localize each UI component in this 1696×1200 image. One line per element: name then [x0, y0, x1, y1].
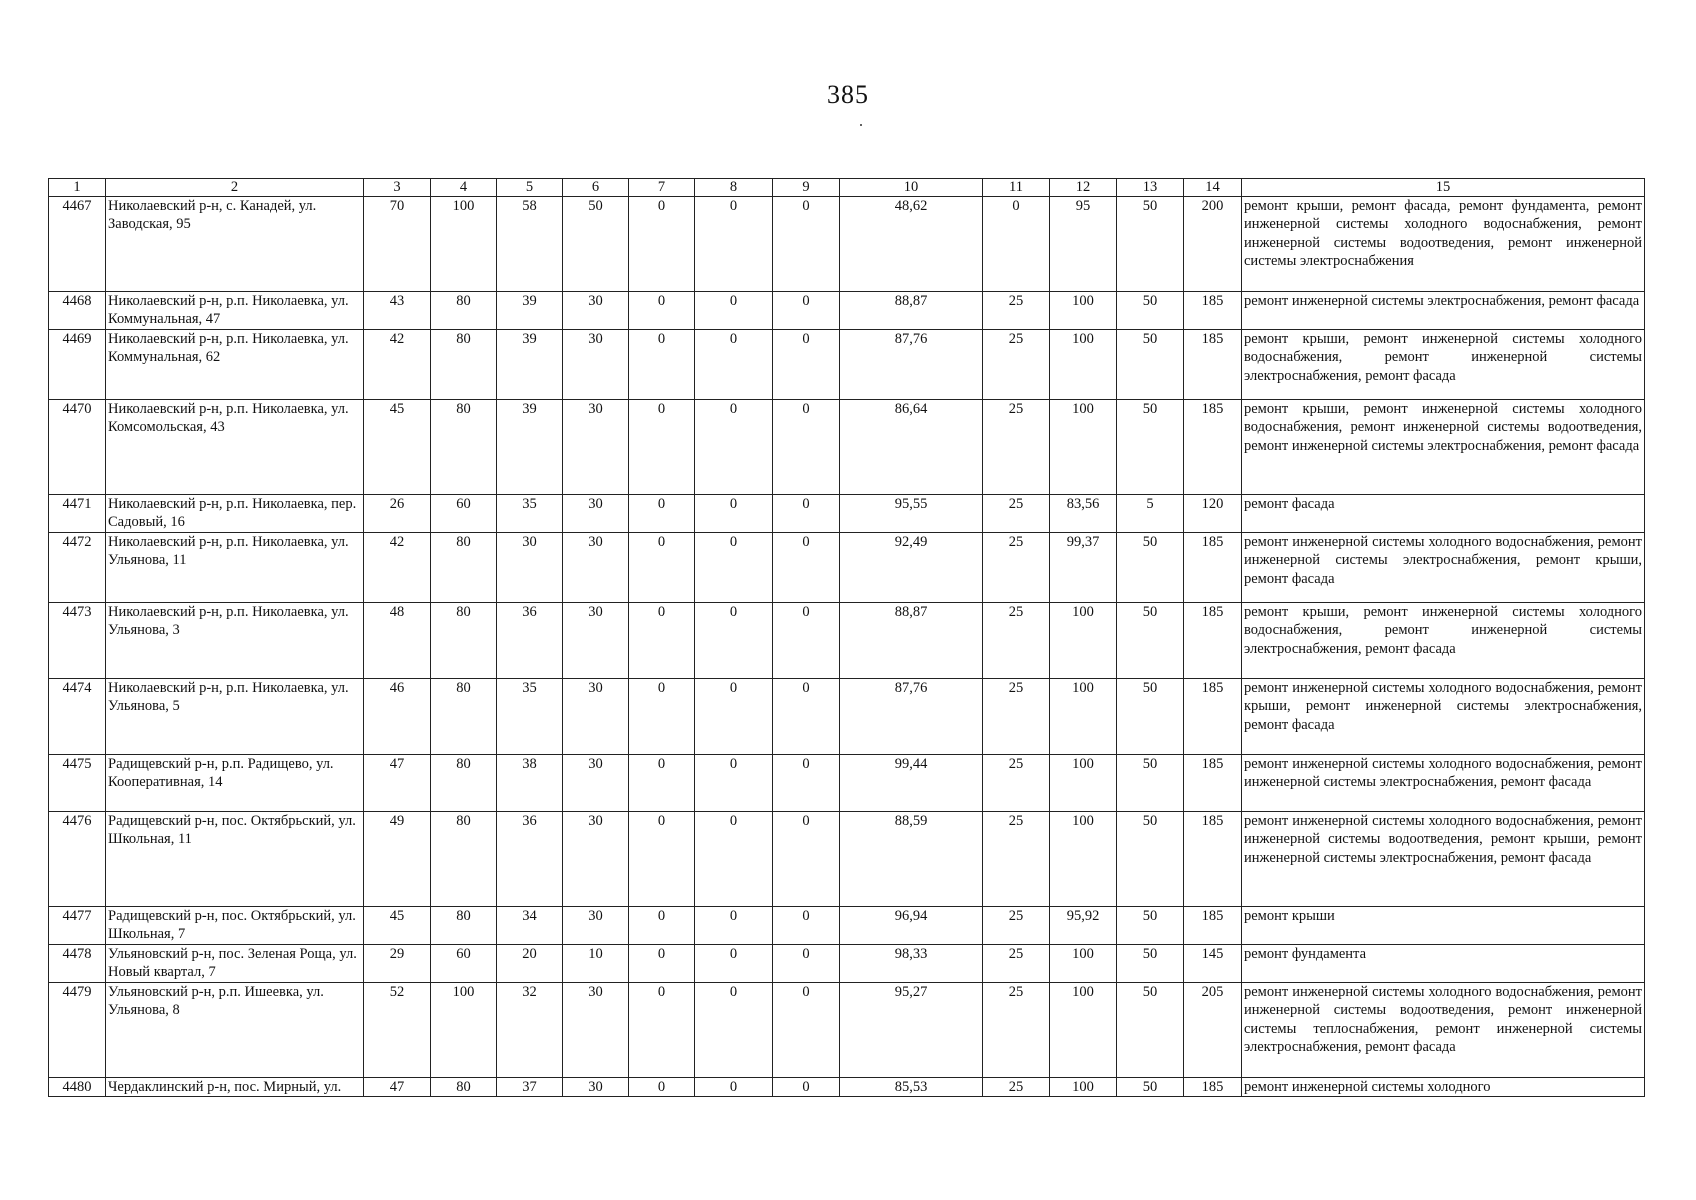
table-row: [49, 292, 1645, 330]
cell-c11: 25: [983, 983, 1050, 1078]
cell-c3: 47: [364, 1078, 431, 1097]
header-cell: 8: [695, 179, 773, 197]
cell-works: ремонт инженерной системы электроснабжения, ремонт фасада: [1242, 292, 1645, 330]
table-row: [49, 533, 1645, 603]
cell-c7: 0: [629, 533, 695, 603]
cell-c7: 0: [629, 907, 695, 945]
cell-c10: 96,94: [840, 907, 983, 945]
cell-c13: 50: [1117, 1078, 1184, 1097]
cell-address: Радищевский р-н, пос. Октябрьский, ул. Школьная, 11: [106, 812, 364, 907]
cell-works: ремонт инженерной системы холодного водоснабжения, ремонт инженерной системы электроснабжения, ремонт крыши, ремонт фасада: [1242, 533, 1645, 603]
cell-works: ремонт крыши, ремонт фасада, ремонт фундамента, ремонт инженерной системы холодного водоснабжения, ремонт инженерной системы водоотведения, ремонт инженерной системы электроснабжения: [1242, 197, 1645, 292]
cell-c9: 0: [773, 1078, 840, 1097]
header-cell: 15: [1242, 179, 1645, 197]
cell-c3: 42: [364, 330, 431, 400]
table-row: [49, 330, 1645, 400]
cell-c10: 99,44: [840, 755, 983, 812]
cell-works: ремонт инженерной системы холодного водоснабжения, ремонт крыши, ремонт инженерной системы электроснабжения, ремонт фасада: [1242, 679, 1645, 755]
cell-c14: 145: [1184, 945, 1242, 983]
header-cell: 10: [840, 179, 983, 197]
cell-c13: 50: [1117, 400, 1184, 495]
cell-address: Радищевский р-н, пос. Октябрьский, ул. Школьная, 7: [106, 907, 364, 945]
cell-row-number: 4474: [49, 679, 106, 755]
cell-row-number: 4471: [49, 495, 106, 533]
cell-c6: 30: [563, 330, 629, 400]
header-cell: 9: [773, 179, 840, 197]
cell-works: ремонт инженерной системы холодного водоснабжения, ремонт инженерной системы водоотведения, ремонт крыши, ремонт инженерной системы электроснабжения, ремонт фасада: [1242, 812, 1645, 907]
cell-c11: 25: [983, 755, 1050, 812]
cell-c8: 0: [695, 907, 773, 945]
cell-c10: 86,64: [840, 400, 983, 495]
cell-c3: 45: [364, 907, 431, 945]
table-row: [49, 907, 1645, 945]
cell-c4: 80: [431, 907, 497, 945]
table-row: [49, 400, 1645, 495]
table-row: [49, 945, 1645, 983]
cell-c6: 30: [563, 533, 629, 603]
cell-c7: 0: [629, 197, 695, 292]
cell-c5: 30: [497, 533, 563, 603]
cell-c9: 0: [773, 603, 840, 679]
cell-row-number: 4476: [49, 812, 106, 907]
cell-c3: 70: [364, 197, 431, 292]
cell-c3: 26: [364, 495, 431, 533]
cell-c9: 0: [773, 755, 840, 812]
cell-row-number: 4467: [49, 197, 106, 292]
cell-c11: 25: [983, 945, 1050, 983]
cell-c8: 0: [695, 1078, 773, 1097]
cell-c10: 88,87: [840, 603, 983, 679]
table-row: [49, 1078, 1645, 1097]
cell-works: ремонт фундамента: [1242, 945, 1645, 983]
cell-c11: 25: [983, 907, 1050, 945]
cell-c7: 0: [629, 495, 695, 533]
cell-c12: 95: [1050, 197, 1117, 292]
cell-c3: 45: [364, 400, 431, 495]
cell-c11: 25: [983, 292, 1050, 330]
cell-c9: 0: [773, 679, 840, 755]
table-row: [49, 603, 1645, 679]
cell-c10: 95,55: [840, 495, 983, 533]
header-cell: 5: [497, 179, 563, 197]
cell-c14: 185: [1184, 1078, 1242, 1097]
cell-c12: 100: [1050, 679, 1117, 755]
cell-c6: 30: [563, 755, 629, 812]
cell-c5: 38: [497, 755, 563, 812]
cell-row-number: 4479: [49, 983, 106, 1078]
cell-works: ремонт крыши, ремонт инженерной системы холодного водоснабжения, ремонт инженерной системы водоотведения, ремонт инженерной системы электроснабжения, ремонт фасада: [1242, 400, 1645, 495]
cell-c12: 100: [1050, 603, 1117, 679]
cell-c8: 0: [695, 330, 773, 400]
cell-c13: 50: [1117, 603, 1184, 679]
cell-address: Ульяновский р-н, р.п. Ишеевка, ул. Ульянова, 8: [106, 983, 364, 1078]
cell-c4: 80: [431, 603, 497, 679]
cell-c14: 185: [1184, 679, 1242, 755]
cell-c10: 48,62: [840, 197, 983, 292]
cell-works: ремонт крыши: [1242, 907, 1645, 945]
cell-c5: 36: [497, 603, 563, 679]
table-row: [49, 197, 1645, 292]
cell-address: Николаевский р-н, р.п. Николаевка, ул. Ульянова, 11: [106, 533, 364, 603]
repair-table: [48, 178, 1645, 1097]
cell-address: Радищевский р-н, р.п. Радищево, ул. Кооперативная, 14: [106, 755, 364, 812]
table-row: [49, 983, 1645, 1078]
cell-c10: 92,49: [840, 533, 983, 603]
cell-row-number: 4477: [49, 907, 106, 945]
table-row: [49, 679, 1645, 755]
cell-c7: 0: [629, 330, 695, 400]
cell-c5: 39: [497, 330, 563, 400]
cell-c11: 25: [983, 495, 1050, 533]
cell-c6: 30: [563, 907, 629, 945]
cell-c8: 0: [695, 400, 773, 495]
cell-c14: 185: [1184, 755, 1242, 812]
cell-row-number: 4472: [49, 533, 106, 603]
cell-c8: 0: [695, 755, 773, 812]
cell-c10: 88,59: [840, 812, 983, 907]
cell-address: Николаевский р-н, р.п. Николаевка, пер. Садовый, 16: [106, 495, 364, 533]
cell-c4: 60: [431, 495, 497, 533]
cell-c9: 0: [773, 812, 840, 907]
cell-c10: 87,76: [840, 679, 983, 755]
cell-works: ремонт фасада: [1242, 495, 1645, 533]
cell-c9: 0: [773, 197, 840, 292]
cell-c5: 39: [497, 400, 563, 495]
cell-c12: 99,37: [1050, 533, 1117, 603]
cell-c11: 25: [983, 812, 1050, 907]
cell-c4: 80: [431, 812, 497, 907]
cell-c8: 0: [695, 679, 773, 755]
table-row: [49, 495, 1645, 533]
header-cell: 11: [983, 179, 1050, 197]
cell-c14: 200: [1184, 197, 1242, 292]
cell-row-number: 4480: [49, 1078, 106, 1097]
header-cell: 14: [1184, 179, 1242, 197]
cell-address: Николаевский р-н, р.п. Николаевка, ул. Коммунальная, 47: [106, 292, 364, 330]
cell-c4: 80: [431, 679, 497, 755]
cell-c11: 25: [983, 533, 1050, 603]
header-cell: 4: [431, 179, 497, 197]
cell-c14: 185: [1184, 330, 1242, 400]
cell-c3: 46: [364, 679, 431, 755]
cell-c14: 185: [1184, 292, 1242, 330]
cell-works: ремонт крыши, ремонт инженерной системы холодного водоснабжения, ремонт инженерной системы электроснабжения, ремонт фасада: [1242, 330, 1645, 400]
cell-c7: 0: [629, 292, 695, 330]
cell-c7: 0: [629, 812, 695, 907]
cell-c8: 0: [695, 603, 773, 679]
cell-c10: 88,87: [840, 292, 983, 330]
cell-c4: 80: [431, 292, 497, 330]
cell-c6: 30: [563, 679, 629, 755]
cell-address: Николаевский р-н, р.п. Николаевка, ул. Комсомольская, 43: [106, 400, 364, 495]
cell-c5: 36: [497, 812, 563, 907]
cell-c4: 60: [431, 945, 497, 983]
cell-c12: 100: [1050, 983, 1117, 1078]
header-cell: 6: [563, 179, 629, 197]
cell-c8: 0: [695, 292, 773, 330]
cell-address: Николаевский р-н, р.п. Николаевка, ул. Ульянова, 5: [106, 679, 364, 755]
header-cell: 2: [106, 179, 364, 197]
cell-c4: 80: [431, 533, 497, 603]
cell-c11: 25: [983, 400, 1050, 495]
cell-c6: 30: [563, 495, 629, 533]
cell-c11: 25: [983, 1078, 1050, 1097]
cell-c14: 185: [1184, 907, 1242, 945]
cell-c14: 185: [1184, 812, 1242, 907]
cell-c8: 0: [695, 533, 773, 603]
cell-c6: 30: [563, 1078, 629, 1097]
header-cell: 3: [364, 179, 431, 197]
cell-c12: 100: [1050, 292, 1117, 330]
cell-c4: 80: [431, 1078, 497, 1097]
cell-c3: 42: [364, 533, 431, 603]
cell-address: Николаевский р-н, р.п. Николаевка, ул. Ульянова, 3: [106, 603, 364, 679]
header-cell: 13: [1117, 179, 1184, 197]
scan-dot: [860, 124, 862, 126]
cell-row-number: 4470: [49, 400, 106, 495]
cell-row-number: 4473: [49, 603, 106, 679]
cell-c7: 0: [629, 945, 695, 983]
cell-c13: 5: [1117, 495, 1184, 533]
cell-c6: 30: [563, 292, 629, 330]
cell-c5: 32: [497, 983, 563, 1078]
cell-c9: 0: [773, 907, 840, 945]
cell-c13: 50: [1117, 533, 1184, 603]
cell-c6: 10: [563, 945, 629, 983]
cell-c12: 83,56: [1050, 495, 1117, 533]
header-row: [49, 179, 1645, 197]
cell-c7: 0: [629, 983, 695, 1078]
cell-c12: 100: [1050, 945, 1117, 983]
cell-c9: 0: [773, 330, 840, 400]
cell-c12: 100: [1050, 755, 1117, 812]
cell-c8: 0: [695, 983, 773, 1078]
cell-row-number: 4468: [49, 292, 106, 330]
cell-works: ремонт крыши, ремонт инженерной системы холодного водоснабжения, ремонт инженерной системы электроснабжения, ремонт фасада: [1242, 603, 1645, 679]
cell-c12: 100: [1050, 812, 1117, 907]
cell-c6: 30: [563, 812, 629, 907]
cell-row-number: 4478: [49, 945, 106, 983]
cell-c6: 30: [563, 603, 629, 679]
cell-c9: 0: [773, 533, 840, 603]
cell-c13: 50: [1117, 330, 1184, 400]
cell-c10: 98,33: [840, 945, 983, 983]
cell-c13: 50: [1117, 812, 1184, 907]
cell-address: Ульяновский р-н, пос. Зеленая Роща, ул. Новый квартал, 7: [106, 945, 364, 983]
cell-works: ремонт инженерной системы холодного водоснабжения, ремонт инженерной системы водоотведения, ремонт инженерной системы теплоснабжения, ремонт инженерной системы электроснабжения, ремонт фасада: [1242, 983, 1645, 1078]
cell-c9: 0: [773, 495, 840, 533]
cell-c8: 0: [695, 945, 773, 983]
cell-c13: 50: [1117, 907, 1184, 945]
cell-c6: 50: [563, 197, 629, 292]
cell-works: ремонт инженерной системы холодного водоснабжения, ремонт инженерной системы электроснабжения, ремонт фасада: [1242, 755, 1645, 812]
cell-c3: 47: [364, 755, 431, 812]
cell-c12: 100: [1050, 1078, 1117, 1097]
cell-address: Николаевский р-н, р.п. Николаевка, ул. Коммунальная, 62: [106, 330, 364, 400]
cell-c9: 0: [773, 292, 840, 330]
cell-c13: 50: [1117, 945, 1184, 983]
cell-c3: 48: [364, 603, 431, 679]
cell-c5: 58: [497, 197, 563, 292]
header-cell: 7: [629, 179, 695, 197]
cell-c10: 85,53: [840, 1078, 983, 1097]
cell-c14: 120: [1184, 495, 1242, 533]
cell-c8: 0: [695, 495, 773, 533]
cell-c13: 50: [1117, 983, 1184, 1078]
cell-c14: 185: [1184, 400, 1242, 495]
cell-c5: 35: [497, 679, 563, 755]
table-row: [49, 755, 1645, 812]
cell-c14: 185: [1184, 603, 1242, 679]
page-number: 385: [827, 80, 869, 109]
cell-works: ремонт инженерной системы холодного: [1242, 1078, 1645, 1097]
cell-c14: 185: [1184, 533, 1242, 603]
cell-c3: 52: [364, 983, 431, 1078]
cell-c11: 25: [983, 679, 1050, 755]
cell-c9: 0: [773, 983, 840, 1078]
cell-c13: 50: [1117, 292, 1184, 330]
cell-row-number: 4469: [49, 330, 106, 400]
cell-c9: 0: [773, 400, 840, 495]
cell-c11: 0: [983, 197, 1050, 292]
cell-c3: 49: [364, 812, 431, 907]
cell-c13: 50: [1117, 197, 1184, 292]
cell-c7: 0: [629, 755, 695, 812]
cell-c3: 43: [364, 292, 431, 330]
cell-c10: 87,76: [840, 330, 983, 400]
cell-c4: 100: [431, 197, 497, 292]
cell-address: Чердаклинский р-н, пос. Мирный, ул.: [106, 1078, 364, 1097]
cell-address: Николаевский р-н, с. Канадей, ул. Заводская, 95: [106, 197, 364, 292]
cell-c7: 0: [629, 603, 695, 679]
cell-c5: 35: [497, 495, 563, 533]
cell-c6: 30: [563, 400, 629, 495]
cell-c4: 80: [431, 755, 497, 812]
cell-c10: 95,27: [840, 983, 983, 1078]
cell-c3: 29: [364, 945, 431, 983]
cell-c5: 39: [497, 292, 563, 330]
cell-c5: 34: [497, 907, 563, 945]
cell-c13: 50: [1117, 679, 1184, 755]
cell-c12: 100: [1050, 400, 1117, 495]
cell-c8: 0: [695, 812, 773, 907]
cell-c4: 80: [431, 400, 497, 495]
cell-c7: 0: [629, 400, 695, 495]
cell-row-number: 4475: [49, 755, 106, 812]
cell-c11: 25: [983, 330, 1050, 400]
cell-c11: 25: [983, 603, 1050, 679]
header-cell: 1: [49, 179, 106, 197]
cell-c6: 30: [563, 983, 629, 1078]
cell-c7: 0: [629, 1078, 695, 1097]
cell-c5: 37: [497, 1078, 563, 1097]
cell-c14: 205: [1184, 983, 1242, 1078]
cell-c12: 100: [1050, 330, 1117, 400]
cell-c4: 100: [431, 983, 497, 1078]
cell-c5: 20: [497, 945, 563, 983]
cell-c8: 0: [695, 197, 773, 292]
table-row: [49, 812, 1645, 907]
header-cell: 12: [1050, 179, 1117, 197]
cell-c13: 50: [1117, 755, 1184, 812]
cell-c12: 95,92: [1050, 907, 1117, 945]
cell-c9: 0: [773, 945, 840, 983]
cell-c7: 0: [629, 679, 695, 755]
cell-c4: 80: [431, 330, 497, 400]
